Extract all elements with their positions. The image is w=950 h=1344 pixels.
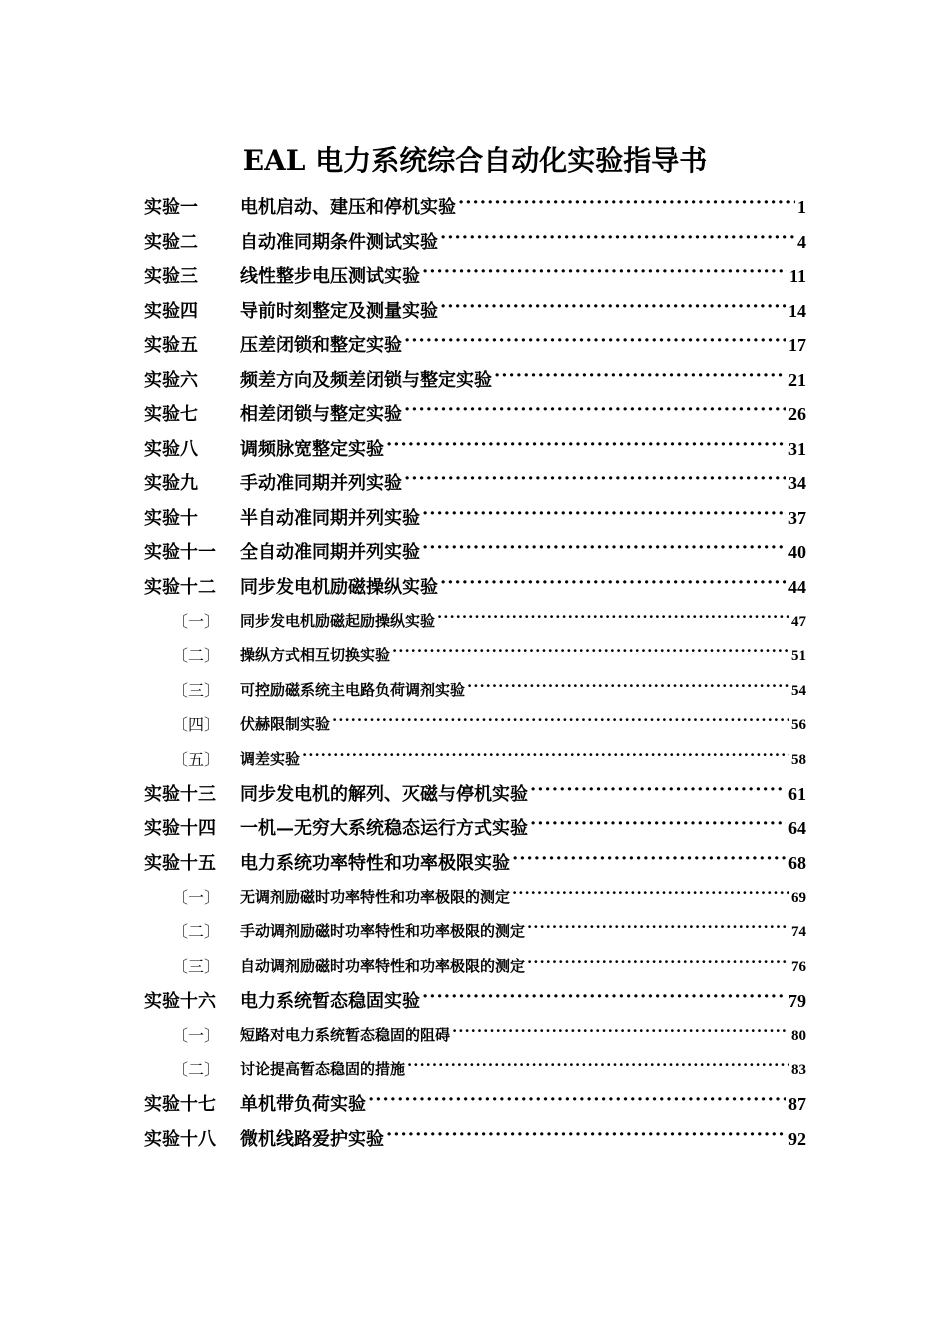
toc-entry-title: 同步发电机励磁操纵实验 (240, 576, 438, 598)
toc-page-number: 76 (791, 958, 806, 975)
toc-page-number: 51 (791, 648, 806, 665)
toc-entry-line (240, 1058, 806, 1079)
dot-leader (494, 368, 786, 386)
toc-entry-label: 实验十四 (144, 818, 216, 840)
toc-entry-title: 讨论提高暂态稳固的措施 (240, 1060, 406, 1079)
toc-entry-line (240, 849, 806, 875)
toc-page-number: 87 (788, 1094, 806, 1115)
toc-entry-title: 调频脉宽整定实验 (240, 438, 384, 460)
toc-page-number: 64 (788, 818, 806, 839)
toc-entry-title: 电力系统暂态稳固实验 (240, 990, 420, 1012)
dot-leader (332, 714, 789, 729)
dot-leader (302, 749, 789, 764)
dot-leader (386, 437, 786, 455)
toc-entry-line (240, 987, 806, 1013)
toc-entry-line (240, 193, 806, 219)
toc-entry-title: 自动准同期条件测试实验 (240, 231, 438, 253)
toc-entry-label: 〔一〕 (172, 611, 221, 631)
toc-subentry (0, 603, 950, 638)
toc-entry-title: 压差闭锁和整定实验 (240, 335, 402, 357)
toc-entry-label: 实验七 (144, 404, 198, 426)
dot-leader (467, 680, 789, 695)
dot-leader (422, 989, 786, 1007)
toc-entry-line (240, 814, 806, 840)
toc-entry-label: 实验六 (144, 369, 198, 391)
toc-page-number: 80 (791, 1027, 806, 1044)
toc-entry (0, 845, 950, 880)
toc-entry-line (240, 713, 806, 734)
toc-entry (0, 569, 950, 604)
toc-entry-label: 〔三〕 (172, 956, 221, 976)
toc-entry-title: 导前时刻整定及测量实验 (240, 300, 438, 322)
toc-entry-line (240, 573, 806, 599)
toc-entry-line (240, 400, 806, 426)
toc-entry (0, 465, 950, 500)
toc-page-number: 26 (788, 404, 806, 425)
toc-entry-line (240, 780, 806, 806)
toc-page-number: 68 (788, 852, 806, 873)
toc-entry-label: 实验十二 (144, 576, 216, 598)
toc-entry-line (240, 262, 806, 288)
toc-entry-title: 同步发电机的解列、灭磁与停机实验 (240, 783, 528, 805)
toc-entry-title: 调差实验 (240, 749, 301, 768)
dot-leader (440, 299, 786, 317)
toc-entry-title: 短路对电力系统暂态稳固的阻碍 (240, 1025, 451, 1044)
table-of-contents (0, 189, 950, 1155)
toc-page-number: 61 (788, 783, 806, 804)
toc-subentry (0, 914, 950, 949)
toc-page-number: 11 (788, 266, 806, 287)
toc-entry-title: 无调剂励磁时功率特性和功率极限的测定 (240, 887, 511, 906)
toc-entry-line (240, 504, 806, 530)
dot-leader (386, 1127, 786, 1145)
toc-entry-title: 全自动准同期并列实验 (240, 542, 420, 564)
toc-entry-label: 〔一〕 (172, 887, 221, 907)
toc-entry (0, 534, 950, 569)
toc-entry-label: 实验八 (144, 438, 198, 460)
toc-entry-label: 实验十一 (144, 542, 216, 564)
toc-entry-line (240, 886, 806, 907)
toc-subentry (0, 948, 950, 983)
toc-entry (0, 431, 950, 466)
toc-entry-title: 相差闭锁与整定实验 (240, 404, 402, 426)
toc-entry (0, 362, 950, 397)
dot-leader (530, 816, 786, 834)
toc-entry (0, 258, 950, 293)
toc-page-number: 17 (788, 335, 806, 356)
toc-entry-title: 伏赫限制实验 (240, 715, 331, 734)
toc-page-number: 56 (791, 717, 806, 734)
dot-leader (392, 645, 789, 660)
toc-entry-line (240, 748, 806, 769)
toc-entry-label: 〔一〕 (172, 1025, 221, 1045)
dot-leader (440, 230, 795, 248)
toc-page-number: 40 (788, 542, 806, 563)
toc-entry-line (240, 469, 806, 495)
dot-leader (404, 333, 786, 351)
toc-entry-line (240, 366, 806, 392)
toc-entry-label: 〔二〕 (172, 922, 221, 942)
toc-page-number: 4 (797, 231, 806, 252)
dot-leader (422, 506, 786, 524)
dot-leader (422, 264, 787, 282)
toc-page-number: 21 (788, 369, 806, 390)
toc-entry (0, 327, 950, 362)
toc-entry-label: 实验九 (144, 473, 198, 495)
dot-leader (512, 887, 789, 902)
toc-page-number: 58 (791, 751, 806, 768)
toc-page-number: 92 (788, 1128, 806, 1149)
toc-page-number: 37 (788, 507, 806, 528)
toc-page-number: 74 (791, 924, 806, 941)
dot-leader (530, 782, 786, 800)
dot-leader (452, 1025, 789, 1040)
toc-entry-line (240, 435, 806, 461)
toc-entry-title: 手动调剂励磁时功率特性和功率极限的测定 (240, 922, 526, 941)
toc-page-number: 69 (791, 889, 806, 906)
toc-entry-title: 手动准同期并列实验 (240, 473, 402, 495)
toc-entry-line (240, 644, 806, 665)
toc-entry (0, 776, 950, 811)
toc-entry-title: 微机线路爱护实验 (240, 1128, 384, 1150)
toc-entry (0, 810, 950, 845)
toc-entry (0, 293, 950, 328)
toc-entry (0, 983, 950, 1018)
dot-leader (404, 471, 786, 489)
toc-entry-line (240, 538, 806, 564)
dot-leader (422, 540, 786, 558)
toc-entry-line (240, 610, 806, 631)
toc-entry-line (240, 1024, 806, 1045)
toc-subentry (0, 672, 950, 707)
toc-entry-line (240, 955, 806, 976)
toc-entry-title: 操纵方式相互切换实验 (240, 646, 391, 665)
dot-leader (458, 195, 795, 213)
toc-entry-label: 实验十五 (144, 852, 216, 874)
toc-entry-title: 线性整步电压测试实验 (240, 266, 420, 288)
toc-entry (0, 189, 950, 224)
toc-page-number: 34 (788, 473, 806, 494)
toc-entry-label: 〔五〕 (172, 749, 221, 769)
toc-entry (0, 1086, 950, 1121)
toc-entry-label: 〔二〕 (172, 1060, 221, 1080)
toc-entry-label: 实验五 (144, 335, 198, 357)
toc-page-number: 79 (788, 990, 806, 1011)
toc-entry-label: 实验十六 (144, 990, 216, 1012)
toc-entry-line (240, 920, 806, 941)
toc-entry-line (240, 297, 806, 323)
toc-entry-title: 自动调剂励磁时功率特性和功率极限的测定 (240, 956, 526, 975)
toc-entry-line (240, 331, 806, 357)
toc-entry-title: 同步发电机励磁起励操纵实验 (240, 611, 436, 630)
dot-leader (440, 575, 786, 593)
dot-leader (404, 402, 786, 420)
dot-leader (512, 851, 786, 869)
toc-entry-label: 实验十 (144, 507, 198, 529)
toc-entry-line (240, 1125, 806, 1151)
toc-entry (0, 500, 950, 535)
toc-entry-label: 实验十三 (144, 783, 216, 805)
toc-page-number: 83 (791, 1062, 806, 1079)
toc-entry-label: 实验三 (144, 266, 198, 288)
toc-entry (0, 396, 950, 431)
toc-subentry (0, 707, 950, 742)
toc-page-number: 44 (788, 576, 806, 597)
toc-entry-title: 可控励磁系统主电路负荷调剂实验 (240, 680, 466, 699)
toc-entry-title: 半自动准同期并列实验 (240, 507, 420, 529)
toc-page-number: 14 (788, 300, 806, 321)
toc-entry-title: 电机启动、建压和停机实验 (240, 197, 456, 219)
toc-entry-line (240, 228, 806, 254)
toc-entry (0, 224, 950, 259)
toc-subentry (0, 638, 950, 673)
dot-leader (527, 921, 789, 936)
toc-entry (0, 1121, 950, 1156)
toc-entry-line (240, 1090, 806, 1116)
toc-subentry (0, 741, 950, 776)
toc-page-number: 47 (791, 613, 806, 630)
dot-leader (368, 1092, 786, 1110)
toc-entry-title: 单机带负荷实验 (240, 1094, 366, 1116)
dot-leader (437, 611, 789, 626)
toc-entry-title: 频差方向及频差闭锁与整定实验 (240, 369, 492, 391)
toc-subentry (0, 1052, 950, 1087)
toc-entry-label: 实验十八 (144, 1128, 216, 1150)
toc-entry-label: 实验一 (144, 197, 198, 219)
toc-page-number: 1 (797, 197, 806, 218)
toc-page-number: 54 (791, 682, 806, 699)
toc-entry-title: 一机—无穷大系统稳态运行方式实验 (240, 818, 528, 840)
toc-page-number: 31 (788, 438, 806, 459)
dot-leader (527, 956, 789, 971)
document-title: EAL 电力系统综合自动化实验指导书 (242, 144, 708, 177)
toc-entry-label: 〔三〕 (172, 680, 221, 700)
toc-entry-line (240, 679, 806, 700)
toc-entry-label: 实验二 (144, 231, 198, 253)
toc-entry-label: 〔二〕 (172, 646, 221, 666)
dot-leader (407, 1059, 789, 1074)
toc-entry-label: 实验四 (144, 300, 198, 322)
toc-subentry (0, 879, 950, 914)
toc-subentry (0, 1017, 950, 1052)
toc-entry-title: 电力系统功率特性和功率极限实验 (240, 852, 510, 874)
toc-entry-label: 实验十七 (144, 1094, 216, 1116)
toc-entry-label: 〔四〕 (172, 715, 221, 735)
